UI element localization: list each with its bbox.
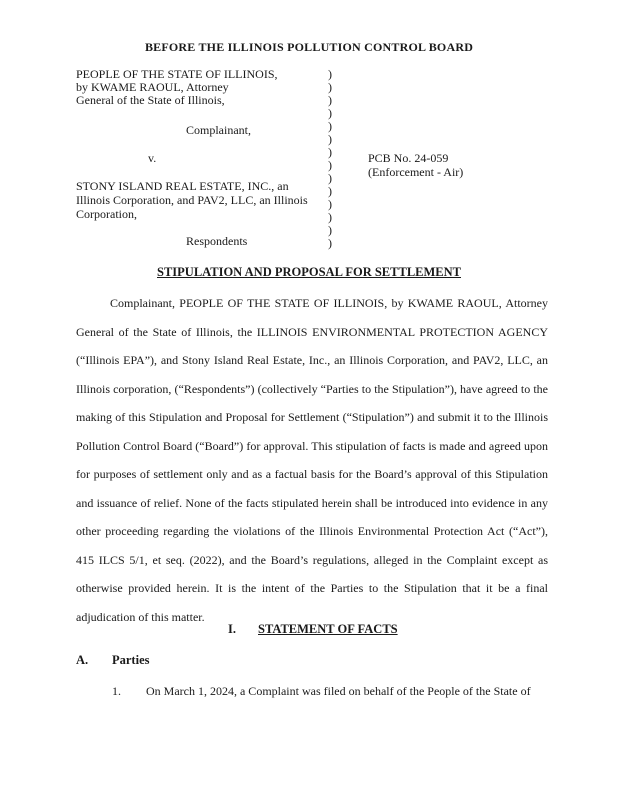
versus-label: v. xyxy=(148,151,157,165)
respondent-line-2: Illinois Corporation, and PAV2, LLC, an Illinois xyxy=(76,193,308,207)
paren: ) xyxy=(328,171,332,185)
intro-paragraph-container xyxy=(76,289,548,631)
intro-paragraph: Complainant, PEOPLE OF THE STATE OF ILLINOIS, by KWAME RAOUL, Attorney General of the State of Illinois, the ILLINOIS ENVIRONMENTAL PROTECTION AGENCY (“Illinois EPA”), and Stony Island Real Estate, Inc., an Illinois Corporation, and PAV2, LLC, an Illinois corporation, (“Respondents”) (collectively “Parties to the Stipulation”), have agreed to the making of this Stipulation and Proposal for Settlement (“Stipulation”) and submit it to the Illinois Pollution Control Board (“Board”) for approval. This stipulation of facts is made and agreed upon for purposes of settlement only and as a factual basis for the Board’s approval of this Stipulation and issuance of relief. None of the facts stipulated herein shall be introduced into evidence in any other proceeding regarding the violations of the Illinois Environmental Protection Act (“Act”), 415 ILCS 5/1, et seq. (2022), and the Board’s regulations, alleged in the Complaint except as otherwise provided herein. It is the intent of the Parties to the Stipulation that it be a final adjudication of this matter. xyxy=(76,296,548,624)
case-type: (Enforcement - Air) xyxy=(368,165,464,179)
item-number: 1. xyxy=(112,684,121,698)
paren: ) xyxy=(328,236,332,250)
item-text: On March 1, 2024, a Complaint was filed on behalf of the People of the State of xyxy=(146,684,531,698)
paren: ) xyxy=(328,80,332,94)
paren: ) xyxy=(328,197,332,211)
section-number: I. xyxy=(228,622,236,636)
paren: ) xyxy=(328,210,332,224)
respondents-label: Respondents xyxy=(186,234,248,248)
subsection-letter: A. xyxy=(76,653,89,667)
subsection-title: Parties xyxy=(112,653,150,667)
paren: ) xyxy=(328,158,332,172)
paren: ) xyxy=(328,67,332,81)
paren: ) xyxy=(328,145,332,159)
document-title: STIPULATION AND PROPOSAL FOR SETTLEMENT xyxy=(157,265,461,279)
paren: ) xyxy=(328,223,332,237)
paren: ) xyxy=(328,106,332,120)
paren: ) xyxy=(328,184,332,198)
caption-parenthesis-column xyxy=(328,68,338,250)
case-number: PCB No. 24-059 xyxy=(368,151,449,165)
board-heading: BEFORE THE ILLINOIS POLLUTION CONTROL BOARD xyxy=(144,40,474,54)
respondent-line-3: Corporation, xyxy=(76,207,137,221)
paren: ) xyxy=(328,93,332,107)
plaintiff-line-3: General of the State of Illinois, xyxy=(76,93,225,107)
section-title: STATEMENT OF FACTS xyxy=(258,622,398,636)
paren: ) xyxy=(328,119,332,133)
respondent-line-1: STONY ISLAND REAL ESTATE, INC., an xyxy=(76,179,289,193)
paren: ) xyxy=(328,132,332,146)
plaintiff-line-2: by KWAME RAOUL, Attorney xyxy=(76,80,229,94)
plaintiff-line-1: PEOPLE OF THE STATE OF ILLINOIS, xyxy=(76,67,278,81)
complainant-label: Complainant, xyxy=(186,123,251,137)
